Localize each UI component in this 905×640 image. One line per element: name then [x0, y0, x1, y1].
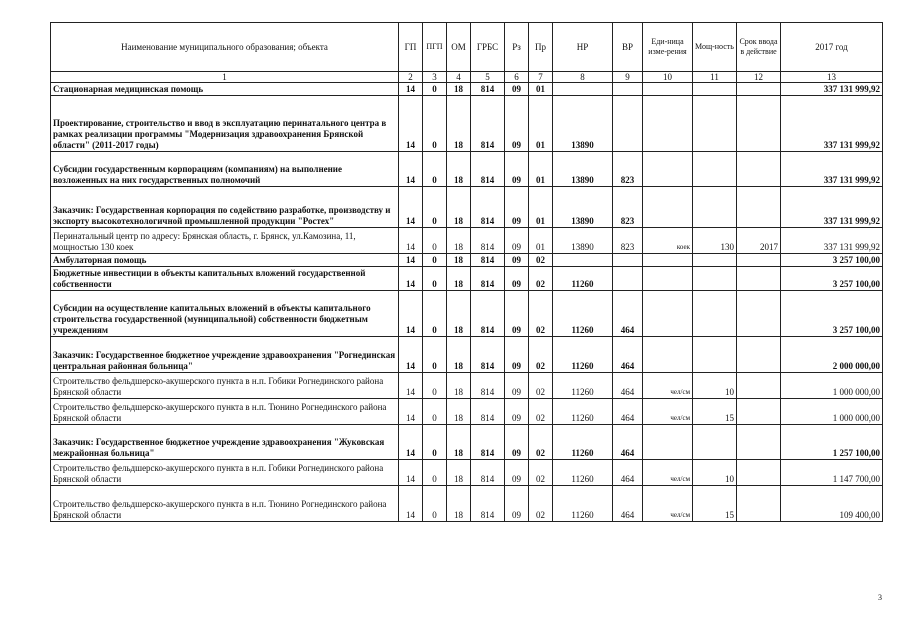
cell-amount: 3 257 100,00 [781, 291, 883, 337]
cell-term [737, 187, 781, 228]
cell-om: 18 [447, 152, 471, 187]
cell-amount: 337 131 999,92 [781, 187, 883, 228]
cell-unit: коек [643, 228, 693, 254]
cell-name: Бюджетные инвестиции в объекты капитальных вложений государственной собственности [51, 267, 399, 291]
cell-om: 18 [447, 83, 471, 96]
cell-power [693, 291, 737, 337]
table-body [51, 83, 883, 522]
cell-amount: 337 131 999,92 [781, 152, 883, 187]
cell-name: Строительство фельдшерско-акушерского пункта в н.п. Тюнино Рогнединского района Брянской области [51, 486, 399, 522]
cell-rz: 09 [505, 337, 529, 373]
cell-om: 18 [447, 399, 471, 425]
cell-power [693, 83, 737, 96]
cell-rz: 09 [505, 291, 529, 337]
column-number-cell: 5 [471, 72, 505, 83]
column-number-cell: 13 [781, 72, 883, 83]
header-term: Срок ввода в действие [737, 23, 781, 72]
cell-vr: 464 [613, 486, 643, 522]
table-row [51, 152, 883, 187]
cell-gp: 14 [399, 425, 423, 460]
cell-pgp: 0 [423, 254, 447, 267]
cell-power [693, 337, 737, 373]
cell-rz: 09 [505, 96, 529, 152]
cell-nr: 11260 [553, 486, 613, 522]
cell-unit: чел/см [643, 373, 693, 399]
cell-om: 18 [447, 96, 471, 152]
header-gp: ГП [399, 23, 423, 72]
cell-gp: 14 [399, 187, 423, 228]
cell-gp: 14 [399, 152, 423, 187]
cell-name: Субсидии на осуществление капитальных вложений в объекты капитального строительства государственной (муниципальной) собственности бюджетным учреждениям [51, 291, 399, 337]
table-row [51, 399, 883, 425]
cell-pr: 02 [529, 337, 553, 373]
cell-unit: чел/см [643, 460, 693, 486]
cell-power [693, 96, 737, 152]
cell-amount: 337 131 999,92 [781, 83, 883, 96]
header-grbs: ГРБС [471, 23, 505, 72]
cell-unit [643, 83, 693, 96]
cell-name: Заказчик: Государственное бюджетное учреждение здравоохранения "Жуковская межрайонная больница" [51, 425, 399, 460]
cell-amount: 337 131 999,92 [781, 96, 883, 152]
cell-pr: 02 [529, 486, 553, 522]
column-number-row [51, 72, 883, 83]
cell-nr: 13890 [553, 96, 613, 152]
column-number-cell: 12 [737, 72, 781, 83]
cell-unit [643, 254, 693, 267]
cell-nr: 11260 [553, 373, 613, 399]
cell-om: 18 [447, 373, 471, 399]
cell-rz: 09 [505, 399, 529, 425]
header-pgp: ПГП [423, 23, 447, 72]
cell-name: Строительство фельдшерско-акушерского пункта в н.п. Тюнино Рогнединского района Брянской области [51, 399, 399, 425]
cell-pgp: 0 [423, 96, 447, 152]
cell-nr: 11260 [553, 291, 613, 337]
table-row [51, 373, 883, 399]
cell-amount: 1 147 700,00 [781, 460, 883, 486]
cell-term [737, 460, 781, 486]
cell-gp: 14 [399, 254, 423, 267]
cell-vr: 464 [613, 373, 643, 399]
cell-pgp: 0 [423, 187, 447, 228]
cell-term [737, 337, 781, 373]
cell-unit [643, 425, 693, 460]
column-number-cell: 1 [51, 72, 399, 83]
cell-gp: 14 [399, 460, 423, 486]
table-row [51, 337, 883, 373]
cell-power [693, 267, 737, 291]
cell-pr: 01 [529, 187, 553, 228]
cell-amount: 1 000 000,00 [781, 399, 883, 425]
table-row [51, 254, 883, 267]
column-number-cell: 6 [505, 72, 529, 83]
cell-gp: 14 [399, 267, 423, 291]
cell-name: Строительство фельдшерско-акушерского пункта в н.п. Гобики Рогнединского района Брянской области [51, 460, 399, 486]
cell-pr: 02 [529, 291, 553, 337]
cell-rz: 09 [505, 460, 529, 486]
cell-pgp: 0 [423, 399, 447, 425]
cell-nr [553, 254, 613, 267]
cell-rz: 09 [505, 425, 529, 460]
cell-amount: 3 257 100,00 [781, 254, 883, 267]
cell-gp: 14 [399, 373, 423, 399]
cell-amount: 1 257 100,00 [781, 425, 883, 460]
cell-term: 2017 [737, 228, 781, 254]
cell-grbs: 814 [471, 83, 505, 96]
cell-grbs: 814 [471, 96, 505, 152]
cell-unit [643, 267, 693, 291]
cell-term [737, 425, 781, 460]
cell-amount: 2 000 000,00 [781, 337, 883, 373]
cell-pgp: 0 [423, 337, 447, 373]
column-number-cell: 9 [613, 72, 643, 83]
cell-power [693, 425, 737, 460]
cell-vr: 464 [613, 460, 643, 486]
cell-vr [613, 267, 643, 291]
cell-rz: 09 [505, 152, 529, 187]
cell-term [737, 254, 781, 267]
cell-pgp: 0 [423, 486, 447, 522]
cell-grbs: 814 [471, 152, 505, 187]
cell-pgp: 0 [423, 83, 447, 96]
cell-unit [643, 187, 693, 228]
cell-power [693, 152, 737, 187]
cell-rz: 09 [505, 373, 529, 399]
cell-pgp: 0 [423, 267, 447, 291]
cell-nr: 13890 [553, 152, 613, 187]
cell-name: Амбулаторная помощь [51, 254, 399, 267]
column-number-cell: 7 [529, 72, 553, 83]
cell-om: 18 [447, 267, 471, 291]
header-power: Мощ-ность [693, 23, 737, 72]
cell-term [737, 267, 781, 291]
page-number: 3 [878, 593, 882, 602]
cell-gp: 14 [399, 486, 423, 522]
column-number-cell: 11 [693, 72, 737, 83]
cell-pr: 02 [529, 460, 553, 486]
cell-om: 18 [447, 254, 471, 267]
header-vr: ВР [613, 23, 643, 72]
cell-nr: 11260 [553, 399, 613, 425]
cell-grbs: 814 [471, 187, 505, 228]
cell-rz: 09 [505, 486, 529, 522]
cell-name: Перинатальный центр по адресу: Брянская область, г. Брянск, ул.Камозина, 11, мощностью 130 коек [51, 228, 399, 254]
column-number-cell: 2 [399, 72, 423, 83]
cell-power [693, 254, 737, 267]
table-row [51, 291, 883, 337]
cell-amount: 1 000 000,00 [781, 373, 883, 399]
cell-name: Заказчик: Государственная корпорация по содействию разработке, производству и экспорту высокотехнологичной промышленной продукции "Ростех" [51, 187, 399, 228]
cell-term [737, 291, 781, 337]
cell-nr: 11260 [553, 460, 613, 486]
cell-gp: 14 [399, 399, 423, 425]
column-number-cell: 10 [643, 72, 693, 83]
budget-table [50, 22, 883, 522]
cell-gp: 14 [399, 96, 423, 152]
cell-vr: 464 [613, 399, 643, 425]
cell-grbs: 814 [471, 399, 505, 425]
cell-name: Стационарная медицинская помощь [51, 83, 399, 96]
cell-gp: 14 [399, 291, 423, 337]
header-name: Наименование муниципального образования; объекта [51, 23, 399, 72]
budget-sheet [50, 22, 882, 522]
cell-power: 15 [693, 399, 737, 425]
cell-gp: 14 [399, 337, 423, 373]
cell-nr: 13890 [553, 228, 613, 254]
cell-pgp: 0 [423, 373, 447, 399]
cell-grbs: 814 [471, 425, 505, 460]
cell-pgp: 0 [423, 460, 447, 486]
cell-nr: 11260 [553, 425, 613, 460]
column-number-cell: 3 [423, 72, 447, 83]
cell-rz: 09 [505, 267, 529, 291]
cell-grbs: 814 [471, 254, 505, 267]
table-row [51, 460, 883, 486]
cell-name: Заказчик: Государственное бюджетное учреждение здравоохранения "Рогнединская центральная районная больница" [51, 337, 399, 373]
cell-grbs: 814 [471, 460, 505, 486]
cell-om: 18 [447, 187, 471, 228]
cell-om: 18 [447, 425, 471, 460]
cell-power: 130 [693, 228, 737, 254]
cell-om: 18 [447, 337, 471, 373]
cell-unit [643, 291, 693, 337]
cell-vr [613, 96, 643, 152]
cell-unit [643, 152, 693, 187]
cell-name: Субсидии государственным корпорациям (компаниям) на выполнение возложенных на них государственных полномочий [51, 152, 399, 187]
cell-pgp: 0 [423, 228, 447, 254]
cell-vr: 823 [613, 228, 643, 254]
cell-pr: 01 [529, 96, 553, 152]
table-row [51, 228, 883, 254]
header-nr: НР [553, 23, 613, 72]
cell-grbs: 814 [471, 228, 505, 254]
header-pr: Пр [529, 23, 553, 72]
cell-pgp: 0 [423, 425, 447, 460]
cell-vr: 464 [613, 425, 643, 460]
cell-grbs: 814 [471, 373, 505, 399]
cell-pr: 02 [529, 425, 553, 460]
cell-power: 10 [693, 460, 737, 486]
cell-pr: 02 [529, 373, 553, 399]
cell-pr: 01 [529, 152, 553, 187]
table-row [51, 267, 883, 291]
cell-rz: 09 [505, 187, 529, 228]
cell-amount: 337 131 999,92 [781, 228, 883, 254]
cell-vr: 464 [613, 337, 643, 373]
cell-term [737, 486, 781, 522]
cell-pr: 02 [529, 399, 553, 425]
cell-pr: 01 [529, 228, 553, 254]
cell-unit [643, 96, 693, 152]
cell-term [737, 152, 781, 187]
header-year: 2017 год [781, 23, 883, 72]
cell-rz: 09 [505, 83, 529, 96]
cell-pgp: 0 [423, 291, 447, 337]
cell-unit: чел/см [643, 399, 693, 425]
cell-rz: 09 [505, 228, 529, 254]
cell-term [737, 373, 781, 399]
cell-grbs: 814 [471, 486, 505, 522]
cell-unit: чел/см [643, 486, 693, 522]
cell-grbs: 814 [471, 291, 505, 337]
cell-om: 18 [447, 460, 471, 486]
cell-grbs: 814 [471, 337, 505, 373]
header-om: ОМ [447, 23, 471, 72]
cell-grbs: 814 [471, 267, 505, 291]
cell-nr: 11260 [553, 267, 613, 291]
table-row [51, 83, 883, 96]
cell-gp: 14 [399, 228, 423, 254]
table-row [51, 187, 883, 228]
cell-vr [613, 254, 643, 267]
cell-amount: 109 400,00 [781, 486, 883, 522]
cell-term [737, 96, 781, 152]
cell-gp: 14 [399, 83, 423, 96]
cell-nr: 11260 [553, 337, 613, 373]
cell-name: Проектирование, строительство и ввод в эксплуатацию перинатального центра в рамках реализации программы "Модернизация здравоохранения Брянской области" (2011-2017 годы) [51, 96, 399, 152]
table-row [51, 486, 883, 522]
cell-unit [643, 337, 693, 373]
cell-vr: 464 [613, 291, 643, 337]
cell-pr: 02 [529, 254, 553, 267]
table-row [51, 96, 883, 152]
cell-amount: 3 257 100,00 [781, 267, 883, 291]
cell-pr: 01 [529, 83, 553, 96]
cell-vr: 823 [613, 187, 643, 228]
cell-vr: 823 [613, 152, 643, 187]
cell-pgp: 0 [423, 152, 447, 187]
cell-pr: 02 [529, 267, 553, 291]
header-rz: Рз [505, 23, 529, 72]
cell-power: 15 [693, 486, 737, 522]
column-number-cell: 8 [553, 72, 613, 83]
column-number-cell: 4 [447, 72, 471, 83]
cell-term [737, 83, 781, 96]
cell-vr [613, 83, 643, 96]
cell-om: 18 [447, 228, 471, 254]
cell-om: 18 [447, 291, 471, 337]
cell-power: 10 [693, 373, 737, 399]
cell-name: Строительство фельдшерско-акушерского пункта в н.п. Гобики Рогнединского района Брянской области [51, 373, 399, 399]
cell-om: 18 [447, 486, 471, 522]
cell-term [737, 399, 781, 425]
header-row [51, 23, 883, 72]
cell-rz: 09 [505, 254, 529, 267]
cell-nr: 13890 [553, 187, 613, 228]
cell-nr [553, 83, 613, 96]
cell-power [693, 187, 737, 228]
table-row [51, 425, 883, 460]
header-unit: Еди-ница изме-рения [643, 23, 693, 72]
